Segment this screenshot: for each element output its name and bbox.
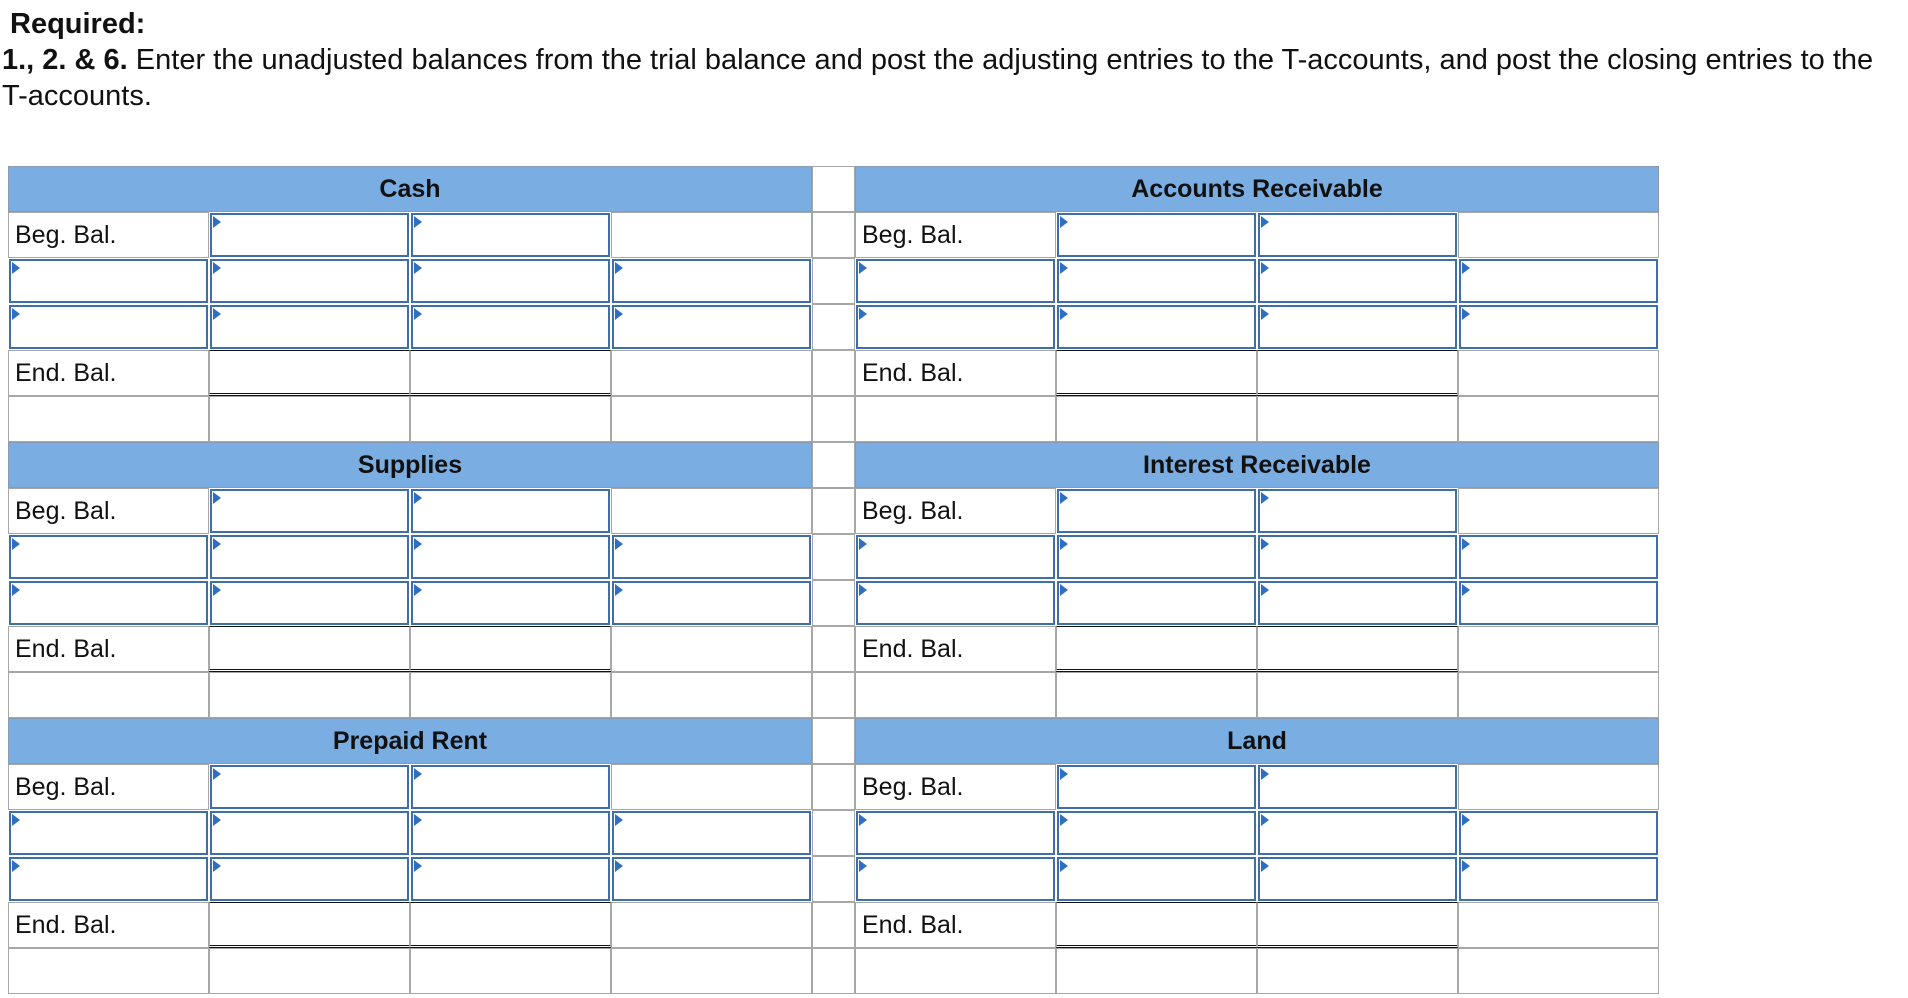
end-bal-label-cell bbox=[855, 626, 1056, 672]
input-marker-icon bbox=[1261, 492, 1269, 504]
spacer-cell bbox=[812, 902, 855, 948]
empty-cell bbox=[611, 396, 812, 442]
input-marker-icon bbox=[1261, 262, 1269, 274]
end-bal-label: End. Bal. bbox=[862, 635, 964, 663]
input-marker-icon bbox=[414, 216, 422, 228]
spacer-cell bbox=[812, 856, 855, 902]
spacer-cell bbox=[812, 258, 855, 304]
end-bal-label: End. Bal. bbox=[15, 635, 117, 663]
input-marker-icon bbox=[12, 308, 20, 320]
spacer-cell bbox=[812, 718, 855, 764]
interest-receivable-end-credit-total bbox=[1257, 626, 1458, 672]
spacer-cell bbox=[812, 764, 855, 810]
input-marker-icon bbox=[859, 584, 867, 596]
empty-cell bbox=[611, 764, 812, 810]
beg-bal-label-cell bbox=[855, 212, 1056, 258]
prepaid-rent-entry-1-ref2-input[interactable] bbox=[612, 811, 811, 855]
end-bal-label: End. Bal. bbox=[15, 359, 117, 387]
input-marker-icon bbox=[1261, 216, 1269, 228]
accounts-receivable-entry-1-credit-input[interactable] bbox=[1258, 259, 1457, 303]
accounts-receivable-beg-debit-input[interactable] bbox=[1057, 213, 1256, 257]
input-marker-icon bbox=[1060, 216, 1068, 228]
prepaid-rent-entry-2-credit-input[interactable] bbox=[411, 857, 610, 901]
input-marker-icon bbox=[12, 814, 20, 826]
land-beg-credit-input[interactable] bbox=[1258, 765, 1457, 809]
empty-cell bbox=[855, 396, 1056, 442]
input-marker-icon bbox=[615, 860, 623, 872]
empty-cell bbox=[1458, 902, 1659, 948]
empty-cell bbox=[1458, 948, 1659, 994]
accounts-receivable-end-credit-total bbox=[1257, 350, 1458, 396]
cash-beg-debit-input[interactable] bbox=[210, 213, 409, 257]
input-marker-icon bbox=[615, 308, 623, 320]
supplies-entry-1-credit-input[interactable] bbox=[411, 535, 610, 579]
input-marker-icon bbox=[1060, 768, 1068, 780]
accounts-receivable-end-debit-total bbox=[1056, 350, 1257, 396]
interest-receivable-entry-2-ref2-input[interactable] bbox=[1459, 581, 1658, 625]
beg-bal-label: Beg. Bal. bbox=[15, 497, 117, 525]
spacer-cell bbox=[812, 488, 855, 534]
land-entry-2-ref-input[interactable] bbox=[856, 857, 1055, 901]
empty-cell bbox=[1458, 626, 1659, 672]
beg-bal-label-cell bbox=[855, 764, 1056, 810]
end-bal-label: End. Bal. bbox=[862, 911, 964, 939]
input-marker-icon bbox=[1261, 308, 1269, 320]
empty-cell bbox=[611, 626, 812, 672]
interest-receivable-entry-1-ref2-input[interactable] bbox=[1459, 535, 1658, 579]
accounts-receivable-beg-credit-input[interactable] bbox=[1258, 213, 1457, 257]
empty-cell bbox=[410, 948, 611, 994]
input-marker-icon bbox=[1261, 860, 1269, 872]
input-marker-icon bbox=[12, 538, 20, 550]
empty-cell bbox=[209, 948, 410, 994]
end-bal-label-cell bbox=[8, 902, 209, 948]
input-marker-icon bbox=[1060, 814, 1068, 826]
input-marker-icon bbox=[1261, 538, 1269, 550]
empty-cell bbox=[1458, 212, 1659, 258]
prepaid-rent-beg-debit-input[interactable] bbox=[210, 765, 409, 809]
end-bal-label-cell bbox=[8, 626, 209, 672]
input-marker-icon bbox=[1261, 584, 1269, 596]
input-marker-icon bbox=[615, 584, 623, 596]
cash-entry-2-ref2-input[interactable] bbox=[612, 305, 811, 349]
spacer-cell bbox=[812, 442, 855, 488]
spacer-cell bbox=[812, 626, 855, 672]
spacer-cell bbox=[812, 304, 855, 350]
empty-cell bbox=[1257, 396, 1458, 442]
input-marker-icon bbox=[12, 584, 20, 596]
end-bal-label: End. Bal. bbox=[15, 911, 117, 939]
empty-cell bbox=[1257, 948, 1458, 994]
empty-cell bbox=[1458, 350, 1659, 396]
prepaid-rent-end-credit-total bbox=[410, 902, 611, 948]
land-entry-2-debit-input[interactable] bbox=[1057, 857, 1256, 901]
empty-cell bbox=[8, 672, 209, 718]
account-title-prepaid-rent: Prepaid Rent bbox=[8, 718, 812, 764]
supplies-end-debit-total bbox=[209, 626, 410, 672]
empty-cell bbox=[8, 948, 209, 994]
interest-receivable-end-debit-total bbox=[1056, 626, 1257, 672]
input-marker-icon bbox=[213, 262, 221, 274]
beg-bal-label-cell bbox=[8, 764, 209, 810]
spacer-cell bbox=[812, 810, 855, 856]
input-marker-icon bbox=[1060, 492, 1068, 504]
beg-bal-label: Beg. Bal. bbox=[862, 221, 964, 249]
empty-cell bbox=[410, 396, 611, 442]
input-marker-icon bbox=[1462, 308, 1470, 320]
input-marker-icon bbox=[213, 308, 221, 320]
empty-cell bbox=[1458, 672, 1659, 718]
interest-receivable-entry-1-credit-input[interactable] bbox=[1258, 535, 1457, 579]
empty-cell bbox=[611, 672, 812, 718]
input-marker-icon bbox=[615, 538, 623, 550]
supplies-entry-1-ref-input[interactable] bbox=[9, 535, 208, 579]
cash-entry-1-credit-input[interactable] bbox=[411, 259, 610, 303]
input-marker-icon bbox=[1462, 860, 1470, 872]
interest-receivable-entry-2-credit-input[interactable] bbox=[1258, 581, 1457, 625]
supplies-entry-2-ref2-input[interactable] bbox=[612, 581, 811, 625]
empty-cell bbox=[209, 396, 410, 442]
cash-beg-credit-input[interactable] bbox=[411, 213, 610, 257]
end-bal-label-cell bbox=[8, 350, 209, 396]
accounts-receivable-entry-1-debit-input[interactable] bbox=[1057, 259, 1256, 303]
empty-cell bbox=[209, 672, 410, 718]
input-marker-icon bbox=[1462, 814, 1470, 826]
input-marker-icon bbox=[414, 538, 422, 550]
input-marker-icon bbox=[1060, 860, 1068, 872]
input-marker-icon bbox=[1060, 538, 1068, 550]
input-marker-icon bbox=[213, 584, 221, 596]
input-marker-icon bbox=[414, 262, 422, 274]
input-marker-icon bbox=[859, 308, 867, 320]
empty-cell bbox=[1056, 396, 1257, 442]
empty-cell bbox=[611, 948, 812, 994]
accounts-receivable-entry-2-credit-input[interactable] bbox=[1258, 305, 1457, 349]
empty-cell bbox=[410, 672, 611, 718]
cash-end-debit-total bbox=[209, 350, 410, 396]
prepaid-rent-entry-2-ref2-input[interactable] bbox=[612, 857, 811, 901]
supplies-entry-2-ref-input[interactable] bbox=[9, 581, 208, 625]
input-marker-icon bbox=[414, 308, 422, 320]
account-title-accounts-receivable: Accounts Receivable bbox=[855, 166, 1659, 212]
beg-bal-label: Beg. Bal. bbox=[15, 221, 117, 249]
interest-receivable-entry-1-ref-input[interactable] bbox=[856, 535, 1055, 579]
input-marker-icon bbox=[615, 814, 623, 826]
land-end-credit-total bbox=[1257, 902, 1458, 948]
prepaid-rent-entry-2-ref-input[interactable] bbox=[9, 857, 208, 901]
empty-cell bbox=[855, 948, 1056, 994]
land-entry-2-ref2-input[interactable] bbox=[1459, 857, 1658, 901]
input-marker-icon bbox=[1060, 308, 1068, 320]
spacer-cell bbox=[812, 534, 855, 580]
accounts-receivable-entry-1-ref2-input[interactable] bbox=[1459, 259, 1658, 303]
supplies-entry-2-credit-input[interactable] bbox=[411, 581, 610, 625]
prepaid-rent-beg-credit-input[interactable] bbox=[411, 765, 610, 809]
land-entry-1-ref2-input[interactable] bbox=[1459, 811, 1658, 855]
input-marker-icon bbox=[859, 814, 867, 826]
instruction-number: 1., 2. & 6. bbox=[2, 44, 128, 76]
input-marker-icon bbox=[859, 538, 867, 550]
beg-bal-label: Beg. Bal. bbox=[862, 773, 964, 801]
land-entry-1-credit-input[interactable] bbox=[1258, 811, 1457, 855]
end-bal-label-cell bbox=[855, 902, 1056, 948]
input-marker-icon bbox=[213, 538, 221, 550]
land-end-debit-total bbox=[1056, 902, 1257, 948]
input-marker-icon bbox=[615, 262, 623, 274]
empty-cell bbox=[1458, 488, 1659, 534]
input-marker-icon bbox=[213, 814, 221, 826]
empty-cell bbox=[1056, 948, 1257, 994]
supplies-beg-credit-input[interactable] bbox=[411, 489, 610, 533]
supplies-entry-1-ref2-input[interactable] bbox=[612, 535, 811, 579]
input-marker-icon bbox=[859, 262, 867, 274]
prepaid-rent-end-debit-total bbox=[209, 902, 410, 948]
prepaid-rent-entry-1-credit-input[interactable] bbox=[411, 811, 610, 855]
input-marker-icon bbox=[12, 860, 20, 872]
prepaid-rent-entry-1-ref-input[interactable] bbox=[9, 811, 208, 855]
land-entry-1-ref-input[interactable] bbox=[856, 811, 1055, 855]
spacer-cell bbox=[812, 396, 855, 442]
interest-receivable-beg-debit-input[interactable] bbox=[1057, 489, 1256, 533]
empty-cell bbox=[611, 212, 812, 258]
empty-cell bbox=[8, 396, 209, 442]
beg-bal-label-cell bbox=[855, 488, 1056, 534]
land-entry-2-credit-input[interactable] bbox=[1258, 857, 1457, 901]
accounts-receivable-entry-2-ref-input[interactable] bbox=[856, 305, 1055, 349]
cash-entry-1-debit-input[interactable] bbox=[210, 259, 409, 303]
cash-entry-2-credit-input[interactable] bbox=[411, 305, 610, 349]
interest-receivable-beg-credit-input[interactable] bbox=[1258, 489, 1457, 533]
end-bal-label-cell bbox=[855, 350, 1056, 396]
supplies-entry-2-debit-input[interactable] bbox=[210, 581, 409, 625]
account-title-cash: Cash bbox=[8, 166, 812, 212]
input-marker-icon bbox=[1060, 262, 1068, 274]
cash-entry-2-ref-input[interactable] bbox=[9, 305, 208, 349]
prepaid-rent-entry-2-debit-input[interactable] bbox=[210, 857, 409, 901]
spacer-cell bbox=[812, 212, 855, 258]
empty-cell bbox=[1458, 396, 1659, 442]
interest-receivable-entry-2-debit-input[interactable] bbox=[1057, 581, 1256, 625]
account-title-interest-receivable: Interest Receivable bbox=[855, 442, 1659, 488]
spacer-cell bbox=[812, 580, 855, 626]
empty-cell bbox=[1458, 764, 1659, 810]
instruction-text: Enter the unadjusted balances from the trial balance and post the adjusting entries to the T-accounts, and post the closing entries to the T-accounts. bbox=[2, 44, 1874, 112]
required-heading: Required: bbox=[10, 8, 146, 40]
beg-bal-label-cell bbox=[8, 488, 209, 534]
interest-receivable-entry-2-ref-input[interactable] bbox=[856, 581, 1055, 625]
input-marker-icon bbox=[1462, 538, 1470, 550]
cash-end-credit-total bbox=[410, 350, 611, 396]
input-marker-icon bbox=[414, 768, 422, 780]
interest-receivable-entry-1-debit-input[interactable] bbox=[1057, 535, 1256, 579]
input-marker-icon bbox=[213, 216, 221, 228]
input-marker-icon bbox=[414, 814, 422, 826]
t-accounts-grid bbox=[8, 166, 1660, 998]
input-marker-icon bbox=[414, 584, 422, 596]
empty-cell bbox=[611, 350, 812, 396]
supplies-entry-1-debit-input[interactable] bbox=[210, 535, 409, 579]
cash-entry-1-ref-input[interactable] bbox=[9, 259, 208, 303]
land-entry-1-debit-input[interactable] bbox=[1057, 811, 1256, 855]
input-marker-icon bbox=[414, 492, 422, 504]
empty-cell bbox=[611, 488, 812, 534]
instructions bbox=[2, 42, 1882, 114]
input-marker-icon bbox=[1462, 584, 1470, 596]
input-marker-icon bbox=[1060, 584, 1068, 596]
supplies-beg-debit-input[interactable] bbox=[210, 489, 409, 533]
beg-bal-label: Beg. Bal. bbox=[862, 497, 964, 525]
input-marker-icon bbox=[1261, 814, 1269, 826]
input-marker-icon bbox=[12, 262, 20, 274]
empty-cell bbox=[611, 902, 812, 948]
account-title-supplies: Supplies bbox=[8, 442, 812, 488]
input-marker-icon bbox=[213, 860, 221, 872]
input-marker-icon bbox=[414, 860, 422, 872]
input-marker-icon bbox=[859, 860, 867, 872]
beg-bal-label-cell bbox=[8, 212, 209, 258]
land-beg-debit-input[interactable] bbox=[1057, 765, 1256, 809]
end-bal-label: End. Bal. bbox=[862, 359, 964, 387]
spacer-cell bbox=[812, 672, 855, 718]
spacer-cell bbox=[812, 350, 855, 396]
empty-cell bbox=[1056, 672, 1257, 718]
supplies-end-credit-total bbox=[410, 626, 611, 672]
spacer-cell bbox=[812, 948, 855, 994]
spacer-cell bbox=[812, 166, 855, 212]
input-marker-icon bbox=[1261, 768, 1269, 780]
input-marker-icon bbox=[213, 768, 221, 780]
prepaid-rent-entry-1-debit-input[interactable] bbox=[210, 811, 409, 855]
cash-entry-2-debit-input[interactable] bbox=[210, 305, 409, 349]
account-title-land: Land bbox=[855, 718, 1659, 764]
accounts-receivable-entry-2-debit-input[interactable] bbox=[1057, 305, 1256, 349]
cash-entry-1-ref2-input[interactable] bbox=[612, 259, 811, 303]
empty-cell bbox=[855, 672, 1056, 718]
empty-cell bbox=[1257, 672, 1458, 718]
input-marker-icon bbox=[213, 492, 221, 504]
beg-bal-label: Beg. Bal. bbox=[15, 773, 117, 801]
input-marker-icon bbox=[1462, 262, 1470, 274]
accounts-receivable-entry-1-ref-input[interactable] bbox=[856, 259, 1055, 303]
accounts-receivable-entry-2-ref2-input[interactable] bbox=[1459, 305, 1658, 349]
